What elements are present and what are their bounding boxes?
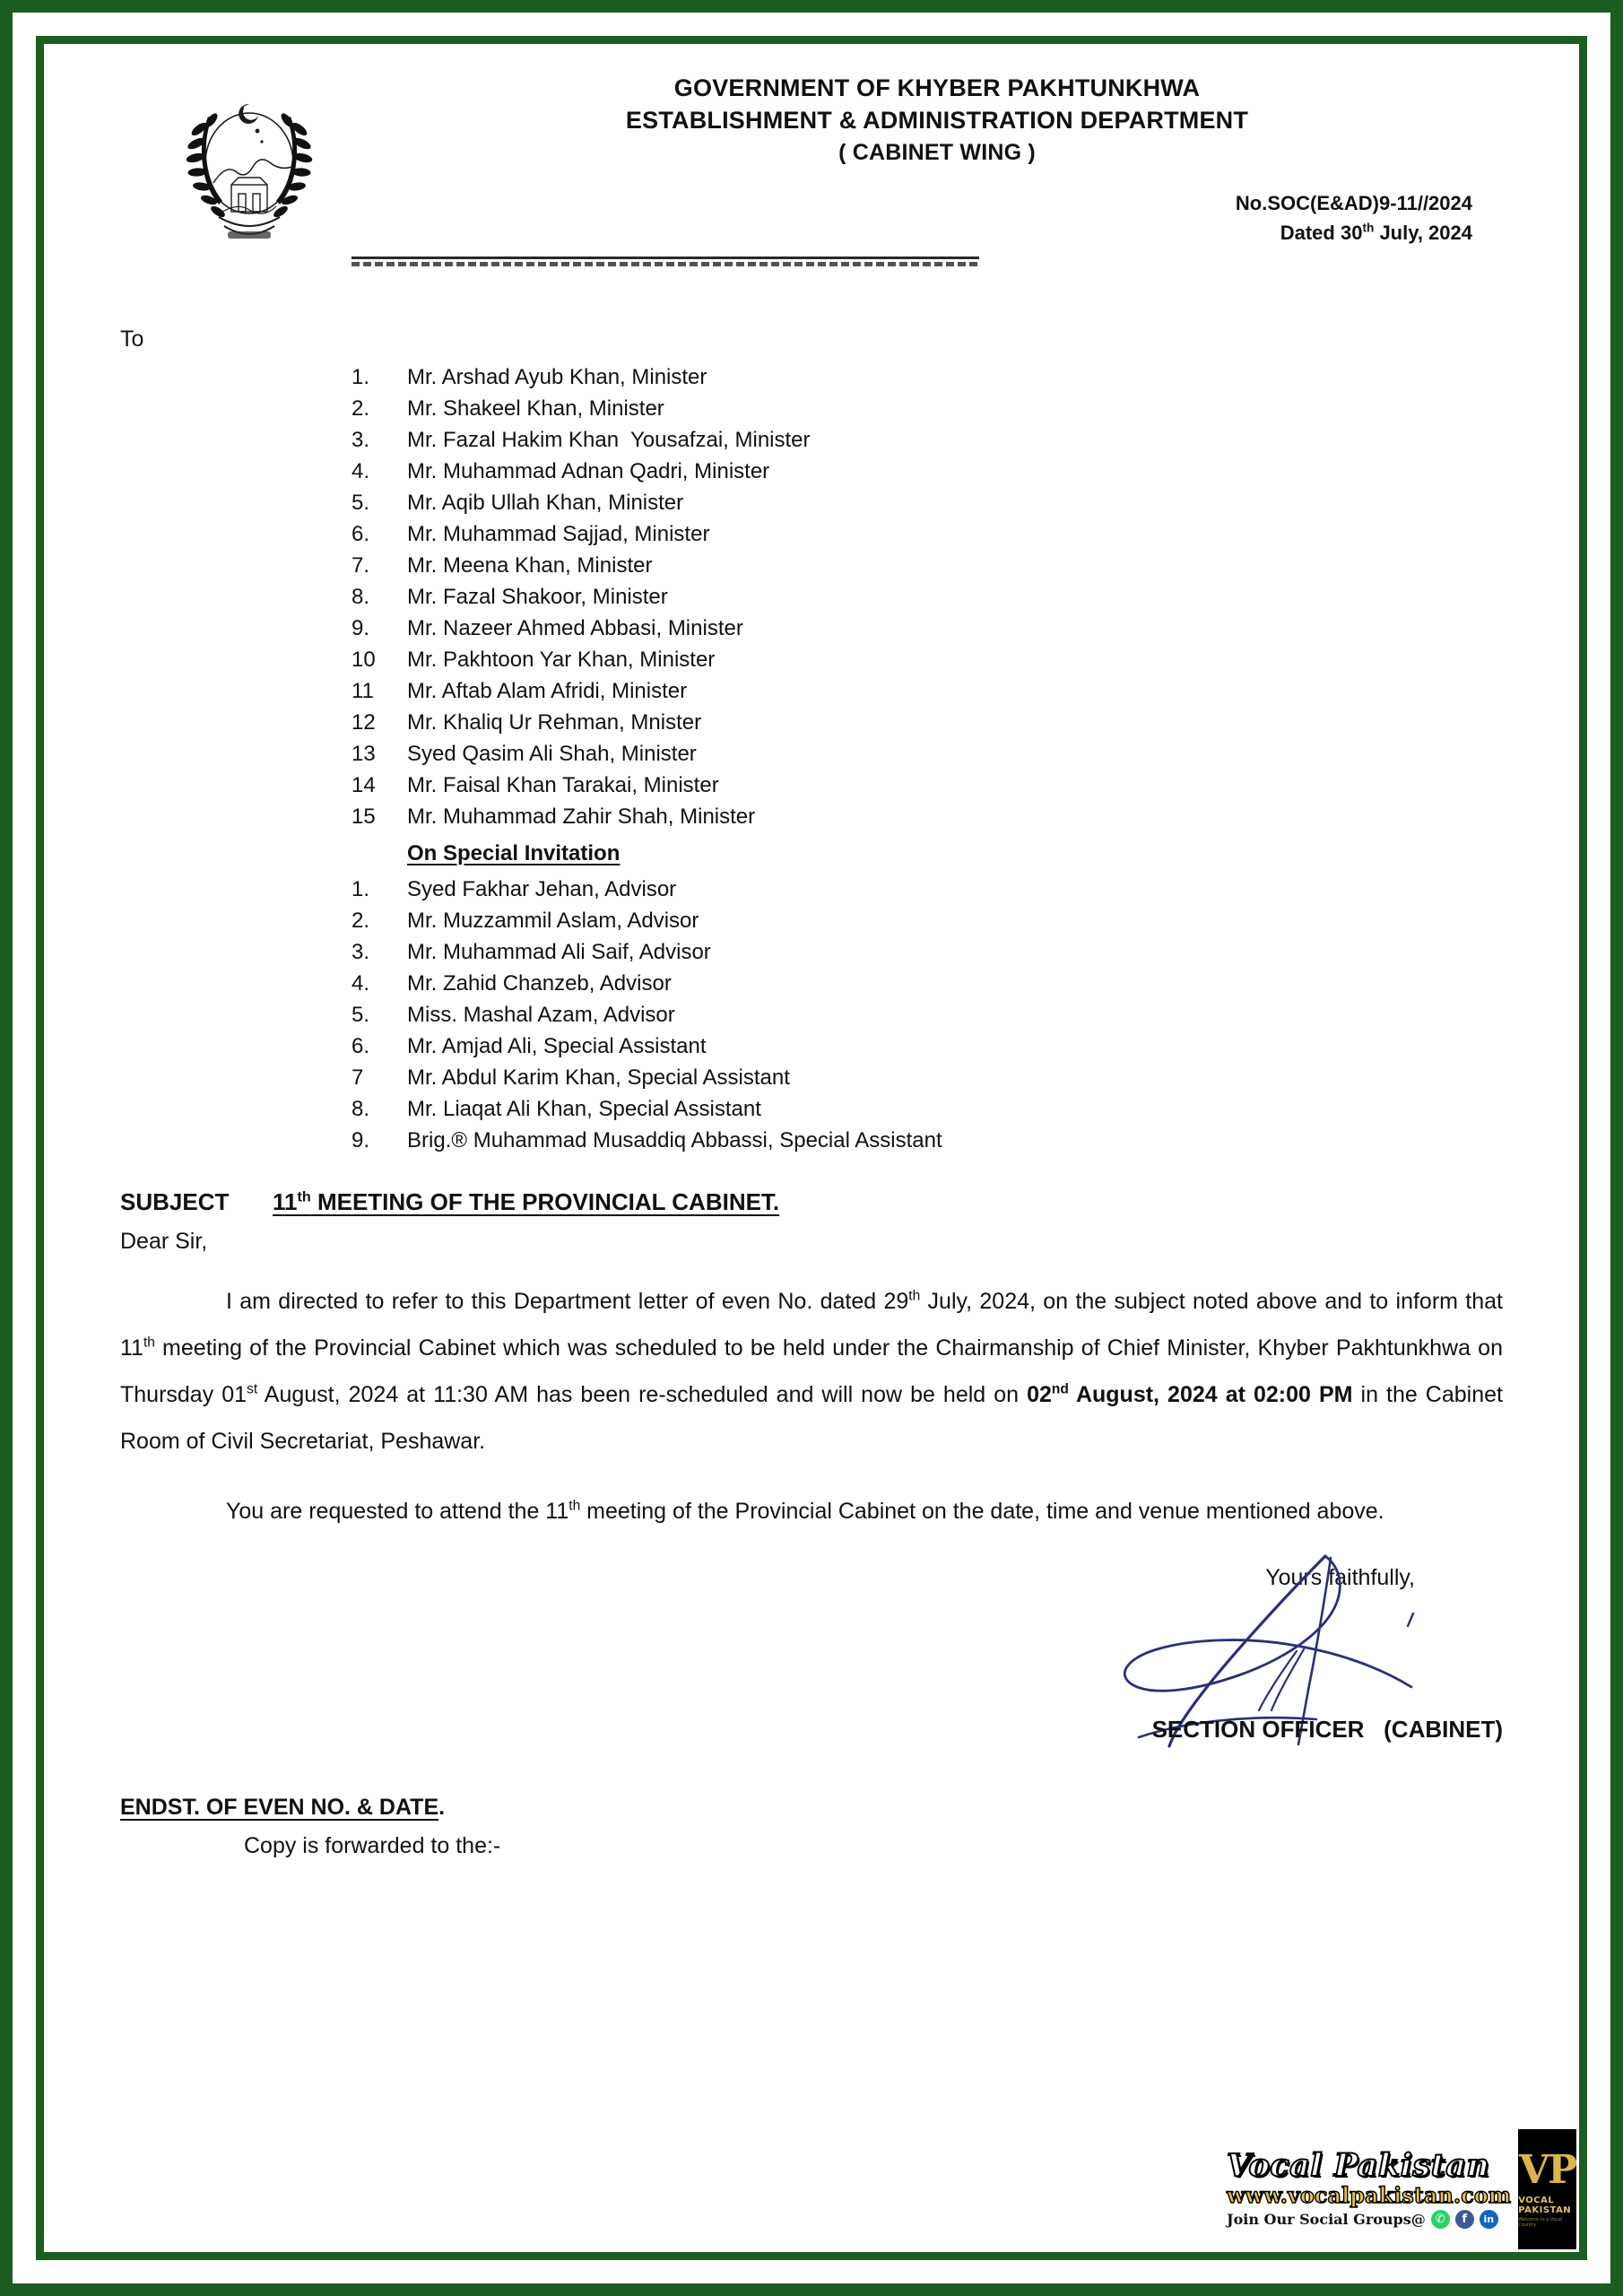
whatsapp-icon[interactable]: ✆ [1431, 2210, 1450, 2229]
list-number: 9. [352, 1127, 370, 1152]
list-number: 3. [352, 427, 370, 452]
recipient-name: Mr. Nazeer Ahmed Abbasi, Minister [407, 615, 743, 640]
invitee-name: Mr. Muhammad Ali Saif, Advisor [407, 939, 711, 964]
para1-sup3: st [247, 1381, 258, 1397]
list-number: 8. [352, 584, 370, 609]
list-number: 6. [352, 1033, 370, 1058]
closing-phrase: Yours faithfully, [1265, 1565, 1415, 1590]
watermark-social-row [1227, 2210, 1511, 2229]
recipient-name: Mr. Fazal Shakoor, Minister [407, 584, 668, 609]
watermark-join-text: Join Our Social Groups@ [1227, 2211, 1426, 2229]
list-number: 2. [352, 396, 370, 421]
recipient-name: Mr. Meena Khan, Minister [407, 552, 653, 578]
list-item [352, 518, 1523, 550]
subject-row [120, 1188, 1523, 1216]
linkedin-icon[interactable]: in [1480, 2210, 1498, 2229]
recipient-name: Mr. Pakhtoon Yar Khan, Minister [407, 647, 716, 672]
list-item [352, 644, 1523, 675]
list-item [352, 456, 1523, 487]
endorsement-underlined: ENDST. OF EVEN NO. & DATE [120, 1795, 439, 1820]
list-item [352, 1062, 1523, 1093]
watermark-text-block [1218, 2129, 1518, 2249]
recipient-name: Mr. Aftab Alam Afridi, Minister [407, 678, 688, 703]
endorsement-period: . [438, 1795, 446, 1820]
list-item [352, 550, 1523, 581]
signatory-title: SECTION OFFICER (CABINET) [1151, 1716, 1503, 1743]
para1-seg4: August, 2024 at 11:30 AM has been re-scheduled and will now be held on [257, 1382, 1028, 1407]
list-item [352, 424, 1523, 456]
list-number: 9. [352, 615, 370, 640]
para1-bold-day: 02 [1027, 1382, 1052, 1407]
list-item [352, 1093, 1523, 1125]
recipient-list [352, 361, 1523, 1156]
watermark-logo-tagline: Welcome to a Vocal Country [1518, 2217, 1563, 2228]
department-title: ESTABLISHMENT & ADMINISTRATION DEPARTMENT [625, 107, 1249, 135]
date-ordinal: th [1362, 221, 1375, 235]
list-item [352, 738, 1523, 770]
facebook-icon[interactable]: f [1455, 2210, 1474, 2229]
document-page [47, 47, 1576, 2249]
wing-title: ( CABINET WING ) [838, 140, 1036, 166]
invitee-name: Mr. Amjad Ali, Special Assistant [407, 1033, 707, 1058]
khyber-pakhtunkhwa-government-emblem [172, 77, 326, 257]
watermark-url: www.vocalpakistan.com [1227, 2181, 1512, 2208]
copy-forwarded-line: Copy is forwarded to the:- [244, 1833, 501, 1858]
list-number: 3. [352, 939, 370, 964]
list-item [352, 487, 1523, 518]
body-paragraph-1 [120, 1278, 1503, 1465]
para1-bold-ordinal: nd [1051, 1381, 1069, 1397]
recipient-name: Mr. Faisal Khan Tarakai, Minister [407, 772, 719, 797]
header-divider-dashed [352, 262, 979, 266]
invitee-name: Mr. Abdul Karim Khan, Special Assistant [407, 1065, 790, 1090]
list-number: 1. [352, 876, 370, 901]
list-number: 6. [352, 521, 370, 546]
list-item [352, 707, 1523, 738]
para1-bold-date [1027, 1382, 1352, 1407]
invitee-name: Mr. Zahid Chanzeb, Advisor [407, 970, 672, 996]
list-item [352, 361, 1523, 393]
list-item [352, 874, 1523, 905]
subject-number: 11 [273, 1188, 298, 1215]
invitee-name: Brig.® Muhammad Musaddiq Abbassi, Special Assistant [407, 1127, 942, 1152]
subject-label: SUBJECT [120, 1188, 230, 1215]
para1-seg5: in the Cabinet Room of Civil Secretariat, Peshawar. [120, 1382, 1503, 1454]
para1-seg2: July, 2024, on the subject noted above and to inform that 11 [120, 1289, 1503, 1361]
recipient-name: Mr. Fazal Hakim Khan Yousafzai, Minister [407, 427, 811, 452]
para1-seg3: meeting of the Provincial Cabinet which was scheduled to be held under the Chairmanship of Chief Minister, Khyber Pakhtunkhwa on Thursday 01 [120, 1335, 1503, 1407]
recipient-name: Mr. Aqib Ullah Khan, Minister [407, 490, 684, 515]
special-invitation-heading-row [352, 832, 1523, 874]
subject-ordinal: th [297, 1188, 311, 1205]
subject-body: MEETING OF THE PROVINCIAL CABINET. [310, 1188, 780, 1215]
invitee-name: Miss. Mashal Azam, Advisor [407, 1002, 675, 1027]
vocal-pakistan-watermark [1218, 2129, 1576, 2249]
para1-sup2: th [143, 1335, 155, 1351]
body-paragraph-2 [120, 1488, 1503, 1535]
special-invitation-heading: On Special Invitation [407, 841, 621, 865]
list-item [352, 999, 1523, 1031]
list-number: 2. [352, 908, 370, 933]
para1-seg1: I am directed to refer to this Department letter of even No. dated 29 [226, 1289, 909, 1314]
date-rest: July, 2024 [1374, 221, 1472, 244]
government-title: GOVERNMENT OF KHYBER PAKHTUNKHWA [673, 74, 1201, 101]
watermark-logo [1518, 2129, 1576, 2249]
list-number: 5. [352, 490, 370, 515]
list-item [352, 675, 1523, 707]
list-item [352, 1125, 1523, 1156]
header-divider-solid [352, 257, 979, 259]
list-number: 15 [352, 804, 376, 829]
list-number: 4. [352, 970, 370, 996]
watermark-logo-text: VOCAL PAKISTAN [1518, 2196, 1572, 2215]
recipient-name: Mr. Shakeel Khan, Minister [407, 396, 664, 421]
para1-bold-rest: August, 2024 at 02:00 PM [1068, 1382, 1353, 1407]
invitee-name: Mr. Muzzammil Aslam, Advisor [407, 908, 699, 933]
para1-sup1: th [908, 1288, 921, 1304]
to-label: To [120, 326, 144, 352]
list-number: 4. [352, 458, 370, 483]
list-item [352, 581, 1523, 613]
para2-seg2: meeting of the Provincial Cabinet on the date, time and venue mentioned above. [580, 1499, 1384, 1524]
signature-block [100, 1565, 1523, 1771]
recipient-name: Mr. Muhammad Adnan Qadri, Minister [407, 458, 770, 483]
list-number: 14 [352, 772, 376, 797]
invitee-name: Mr. Liaqat Ali Khan, Special Assistant [407, 1096, 761, 1121]
recipient-name: Mr. Muhammad Zahir Shah, Minister [407, 804, 756, 829]
list-number: 7. [352, 552, 370, 578]
list-number: 8. [352, 1096, 370, 1121]
watermark-brand: Vocal Pakistan [1227, 2146, 1490, 2184]
list-number: 12 [352, 709, 376, 735]
salutation: Dear Sir, [120, 1229, 208, 1254]
invitee-name: Syed Fakhar Jehan, Advisor [407, 876, 677, 901]
recipient-name: Syed Qasim Ali Shah, Minister [407, 741, 697, 766]
list-item [352, 613, 1523, 644]
recipient-name: Mr. Muhammad Sajjad, Minister [407, 521, 710, 546]
para2-sup1: th [568, 1498, 581, 1514]
endorsement-line [120, 1795, 1523, 1821]
recipient-name: Mr. Arshad Ayub Khan, Minister [407, 364, 707, 389]
date-prefix: Dated 30 [1280, 221, 1363, 244]
reference-number: No.SOC(E&AD)9-11//2024 [1235, 191, 1472, 214]
list-number: 10 [352, 647, 376, 672]
subject-text [273, 1188, 779, 1216]
list-number: 1. [352, 364, 370, 389]
para2-seg1: You are requested to attend the 11 [226, 1499, 569, 1524]
list-item [352, 968, 1523, 999]
list-number: 7 [352, 1065, 364, 1090]
list-number: 5. [352, 1002, 370, 1027]
list-item [352, 936, 1523, 968]
list-number: 11 [352, 678, 374, 703]
list-item [352, 393, 1523, 424]
watermark-logo-mark: VP [1518, 2147, 1576, 2193]
list-item [352, 1031, 1523, 1062]
recipient-name: Mr. Khaliq Ur Rehman, Mnister [407, 709, 702, 735]
list-item [352, 770, 1523, 801]
list-number: 13 [352, 741, 376, 766]
letterhead [100, 72, 1523, 305]
list-item [352, 801, 1523, 832]
list-item [352, 905, 1523, 936]
